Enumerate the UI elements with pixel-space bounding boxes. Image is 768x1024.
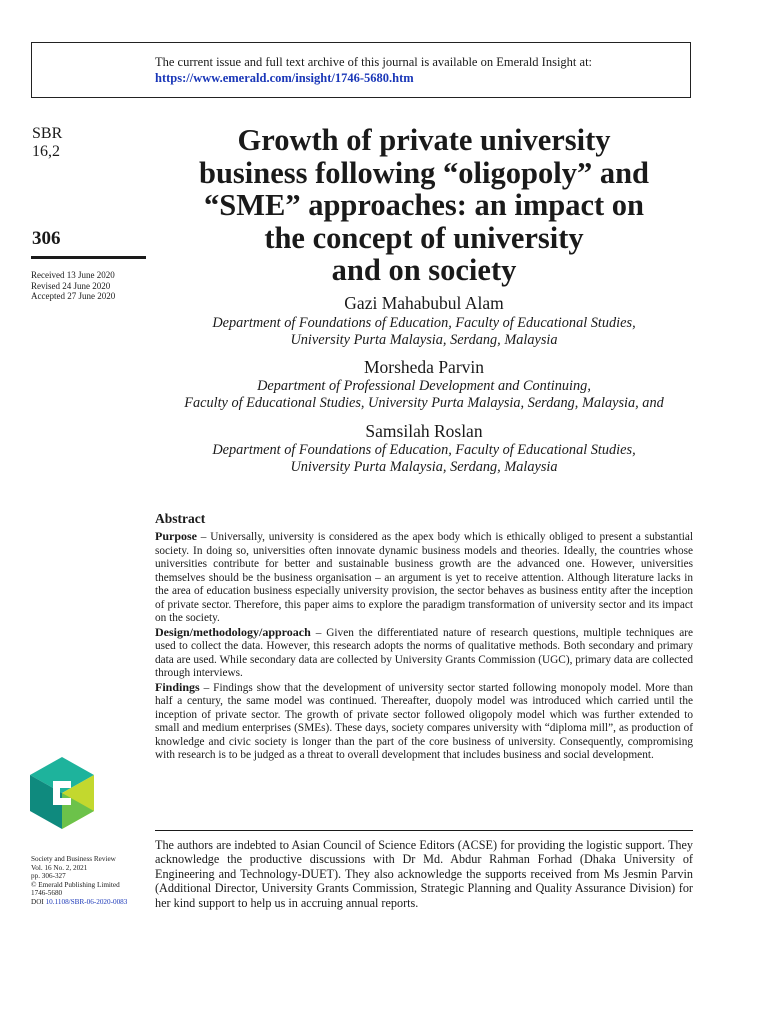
page-range: pp. 306-327 <box>31 872 66 880</box>
title-line: “SME” approaches: an impact on <box>203 188 645 222</box>
page-number: 306 <box>32 228 61 249</box>
received-date: Received 13 June 2020 <box>31 270 115 280</box>
abstract-findings <box>155 681 693 763</box>
author-name: Morsheda Parvin <box>363 357 485 377</box>
title-line: the concept of university <box>264 220 584 255</box>
section-text: – Given the differentiated nature of research questions, multiple techniques are used to collect the data. However, this research adopts the norms of qualitative methods. Both secondary and primary data are used. While secondary data are collected by University Grants Commission (UGC), primary data are collected through interviews. <box>155 626 693 679</box>
article-dates <box>31 270 115 302</box>
author-affiliation <box>150 442 698 476</box>
affiliation-line: University Purta Malaysia, Serdang, Malaysia <box>290 332 558 348</box>
emerald-logo-icon <box>30 757 94 829</box>
abstract-body <box>155 530 693 763</box>
section-label: Findings <box>155 679 200 694</box>
abstract-design <box>155 626 693 681</box>
section-text: – Universally, university is considered as the apex body which is ethically obliged to present a substantial society. In doing so, universities often innovate dynamic business models and theories. Ideally, the countries whose universities contribute for better and sustainable business growth are the advanced one. However, universities themselves should be the business organisation – an argument is yet to receive attention. Although literature lacks in the area of education business especially university provision, the sector behaves as business entity after the inception of private sector. Therefore, this paper aims to explore the paradigm transformation of university sector and its impact on the society. <box>155 531 693 624</box>
title-line: and on society <box>331 253 517 287</box>
title-line: Growth of private university <box>237 123 611 157</box>
section-label: Design/methodology/approach <box>155 624 311 639</box>
section-text: – Findings show that the development of university sector started following monopoly model. More than half a century, the same model was continued. Thereafter, duopoly model was introduced which carried until the inception of private sector. The growth of private sector followed oligopoly model which was further extended to small and medium enterprises (SMEs). These days, society compares university with “diploma mill”, as production of knowledge and civic society is longer than the part of the core business of university. Consequently, compromising with research is to be judged as a threat to overall development that includes business and social development. <box>155 681 693 761</box>
affiliation-line: Department of Foundations of Education, Faculty of Educational Studies, <box>212 442 636 458</box>
volume-issue: 16,2 <box>32 143 60 160</box>
banner-text: The current issue and full text archive of this journal is available on Emerald Insight at: <box>155 55 593 69</box>
article-title <box>150 124 698 287</box>
abstract-heading: Abstract <box>155 511 206 526</box>
journal-availability-banner <box>31 42 691 98</box>
footnote-divider <box>155 830 693 831</box>
doi-label: DOI <box>31 897 44 906</box>
section-label: Purpose <box>155 529 197 543</box>
accepted-date: Accepted 27 June 2020 <box>31 291 116 301</box>
revised-date: Revised 24 June 2020 <box>31 280 111 291</box>
doi <box>31 898 127 907</box>
volume-info: Vol. 16 No. 2, 2021 <box>31 863 88 872</box>
author-affiliation <box>150 378 698 412</box>
copyright: © Emerald Publishing Limited <box>31 880 120 889</box>
margin-divider <box>31 256 146 259</box>
author-affiliation <box>150 315 698 349</box>
acknowledgement-footnote: The authors are indebted to Asian Council of Science Editors (ACSE) for providing the logistic support. They acknowledge the productive discussions with Dr Md. Abdur Rahman Forhad (Dhaka University of Engineering and Technology-DUET). They also acknowledge the supports received from Ms Jesmin Parvin (Additional Director, University Grants Commission, Strategic Planning and Quality Assurance Division) for her kind support to help us in accruing annual reports. <box>155 838 693 910</box>
affiliation-line: University Purta Malaysia, Serdang, Malaysia <box>290 459 558 475</box>
affiliation-line: Faculty of Educational Studies, University Purta Malaysia, Serdang, Malaysia, and <box>184 395 664 411</box>
publication-info <box>31 855 127 906</box>
journal-name: Society and Business Review <box>31 855 116 863</box>
author-name: Samsilah Roslan <box>365 421 483 441</box>
journal-volume-label <box>32 125 62 161</box>
abstract-purpose <box>155 530 693 626</box>
journal-archive-link[interactable]: https://www.emerald.com/insight/1746-5680.htm <box>155 71 414 85</box>
author-name: Gazi Mahabubul Alam <box>344 293 504 313</box>
affiliation-line: Department of Professional Development and Continuing, <box>257 378 591 394</box>
affiliation-line: Department of Foundations of Education, Faculty of Educational Studies, <box>212 315 636 331</box>
doi-link[interactable]: 10.1108/SBR-06-2020-0083 <box>45 897 128 906</box>
issn: 1746-5680 <box>31 889 63 897</box>
title-line: business following “oligopoly” and <box>198 155 649 190</box>
journal-abbreviation: SBR <box>32 125 63 142</box>
